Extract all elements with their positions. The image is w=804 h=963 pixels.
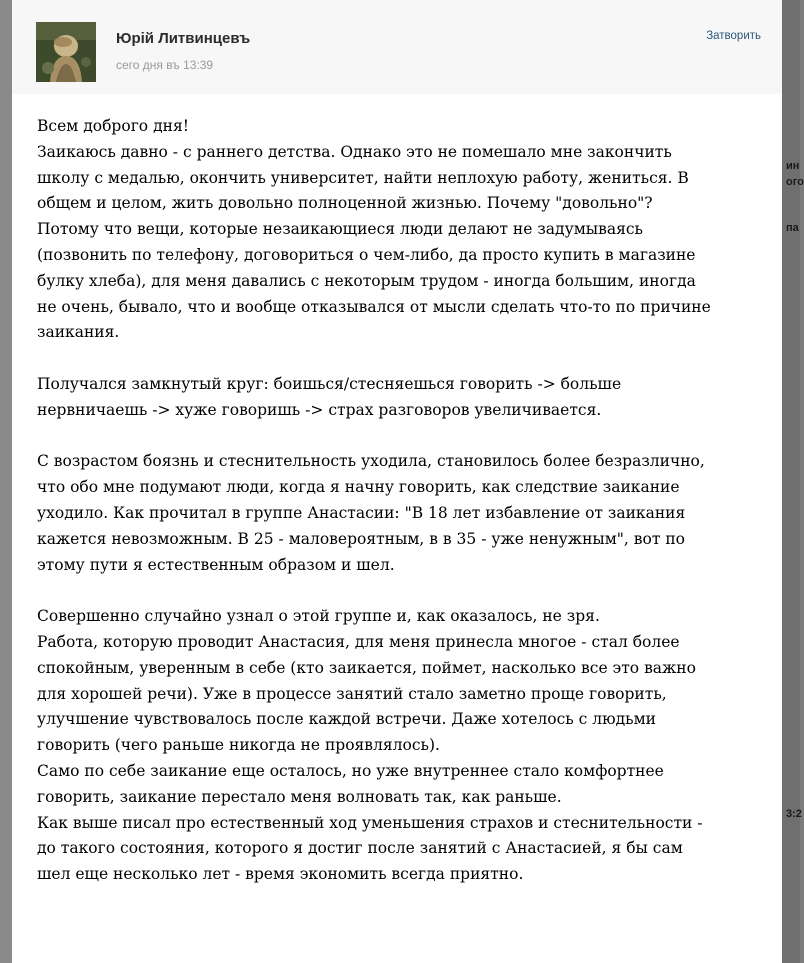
backdrop-left [0, 0, 12, 963]
post-text-line: Заикаюсь давно - с раннего детства. Однако это не помешало мне закончить [37, 142, 672, 161]
post-text-line: Работа, которую проводит Анастасия, для меня принесла многое - стал более [37, 632, 680, 651]
post-text-line: Совершенно случайно узнал о этой группе и, как оказалось, не зря. [37, 607, 600, 626]
post-text-line: что обо мне подумают люди, когда я начну говорить, как следствие заикание [37, 478, 680, 497]
close-button[interactable]: Затворить [706, 30, 761, 42]
post-text-line: Получался замкнутый круг: боишься/стесняешься говорить -> больше [37, 374, 622, 393]
post-viewer [12, 0, 782, 963]
post-header [12, 0, 782, 94]
post-text-line: булку хлеба), для меня давались с некоторым трудом - иногда большим, иногда [37, 271, 696, 290]
paragraph-gap [37, 424, 767, 450]
post-text-line: общем и целом, жить довольно полноценной жизнью. Почему "довольно"? [37, 194, 653, 213]
post-timestamp: сего дня въ 13:39 [116, 58, 214, 72]
post-text-line: до такого состояния, которого я достиг после занятий с Анастасией, я бы сам [37, 839, 683, 858]
post-text-line: Всем доброго дня! [37, 117, 189, 135]
post-text-line: уходило. Как прочитал в группе Анастасии: "В 18 лет избавление от заикания [37, 503, 686, 522]
post-text-line: школу с медалью, окончить университет, найти неплохую работу, жениться. В [37, 168, 689, 187]
post-text-line: Само по себе заикание еще осталось, но уже внутреннее стало комфортнее [37, 761, 664, 780]
avatar[interactable] [36, 22, 96, 82]
post-text-line: кажется невозможным. В 25 - маловероятным, в в 35 - уже ненужным", вот по [37, 529, 685, 548]
backdrop-text-fragment: ого [786, 176, 804, 188]
paragraph-gap [37, 346, 767, 372]
backdrop-text-fragment: ин [786, 160, 800, 172]
post-text-line: улучшение чувствовалось после каждой встречи. Даже хотелось с людьми [37, 710, 656, 729]
backdrop-text-fragment: па [786, 222, 799, 234]
post-text-line: (позвонить по телефону, договориться о чем-либо, да просто купить в магазине [37, 245, 696, 264]
post-text-line: не очень, бывало, что и вообще отказывался от мысли сделать что-то по причине [37, 297, 711, 316]
paragraph-gap [37, 578, 767, 604]
post-text-line: говорить (чего раньше никогда не проявлялось). [37, 736, 440, 755]
post-text-line: заикания. [37, 323, 120, 342]
post-text-line: этому пути я естественным образом и шел. [37, 555, 395, 574]
avatar-image [36, 22, 96, 82]
post-text-line: говорить, заикание перестало меня волновать так, как раньше. [37, 787, 562, 806]
post-text-line: для хорошей речи). Уже в процессе занятий стало заметно проще говорить, [37, 684, 667, 703]
post-text-line: Как выше писал про естественный ход уменьшения страхов и стеснительности - [37, 813, 703, 832]
post-text-line: спокойным, уверенным в себе (кто заикается, поймет, насколько все это важно [37, 658, 696, 677]
backdrop-text-fragment: 3:2 [786, 808, 802, 820]
post-text-line: Потому что вещи, которые незаикающиеся люди делают не задумываясь [37, 220, 643, 239]
post-text-line: шел еще несколько лет - время экономить всегда приятно. [37, 865, 524, 884]
post-text-line: С возрастом боязнь и стеснительность уходила, становилось более безразлично, [37, 452, 705, 471]
backdrop-right [782, 0, 804, 963]
author-name[interactable]: Юрій Литвинцевъ [116, 30, 251, 47]
post-text-line: нервничаешь -> хуже говоришь -> страх разговоров увеличивается. [37, 400, 602, 419]
post-body [37, 114, 767, 888]
